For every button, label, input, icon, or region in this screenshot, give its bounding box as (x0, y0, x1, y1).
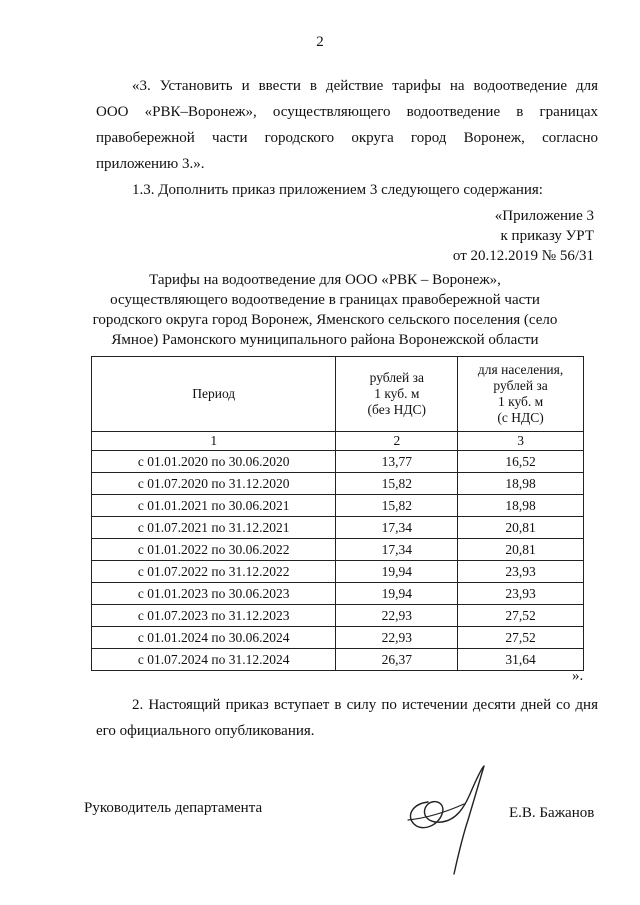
table-row (92, 495, 584, 517)
period-cell: с 01.07.2024 по 31.12.2024 (92, 649, 336, 671)
tariff-with-vat-cell: 27,52 (458, 627, 584, 649)
column-number: 2 (336, 432, 458, 451)
period-cell: с 01.01.2020 по 30.06.2020 (92, 451, 336, 473)
header-with-vat-line-2: рублей за (493, 378, 548, 393)
table-row (92, 451, 584, 473)
header-with-vat-line-4: (с НДС) (497, 410, 544, 425)
period-cell: с 01.01.2024 по 30.06.2024 (92, 627, 336, 649)
tariff-without-vat-cell: 19,94 (336, 583, 458, 605)
period-cell: с 01.07.2022 по 31.12.2022 (92, 561, 336, 583)
table-row (92, 605, 584, 627)
tariff-with-vat-cell: 31,64 (458, 649, 584, 671)
column-number-row (92, 432, 584, 451)
item-2 (96, 692, 598, 744)
table-row (92, 517, 584, 539)
header-without-vat (336, 357, 458, 432)
tariff-with-vat-cell: 18,98 (458, 473, 584, 495)
period-cell: с 01.07.2021 по 31.12.2021 (92, 517, 336, 539)
table-title (80, 270, 570, 350)
closing-quote: ». (572, 668, 584, 684)
tariff-without-vat-cell: 17,34 (336, 517, 458, 539)
tariff-with-vat-cell: 27,52 (458, 605, 584, 627)
page-number: 2 (316, 34, 324, 50)
tariff-without-vat-cell: 22,93 (336, 605, 458, 627)
table-title-line-2: осуществляющего водоотведение в границах правобережной части (110, 292, 540, 308)
table-title-line-3: городского округа город Воронеж, Яменского сельского поселения (село (92, 312, 558, 328)
table-row (92, 649, 584, 671)
tariff-with-vat-cell: 20,81 (458, 539, 584, 561)
intro-line-3: правобережной части городского округа город Воронеж, согласно (96, 130, 598, 146)
appendix-line-2: к приказу УРТ (500, 228, 594, 244)
period-cell: с 01.01.2021 по 30.06.2021 (92, 495, 336, 517)
header-without-vat-line-1: рублей за (369, 370, 424, 385)
column-number: 1 (92, 432, 336, 451)
tariff-with-vat-cell: 18,98 (458, 495, 584, 517)
tariff-without-vat-cell: 13,77 (336, 451, 458, 473)
intro-paragraph (96, 73, 598, 177)
intro-line-2: ООО «РВК–Воронеж», осуществляющего водоотведение в границах (96, 104, 598, 120)
signatory-position: Руководитель департамента (84, 800, 263, 816)
period-cell: с 01.07.2020 по 31.12.2020 (92, 473, 336, 495)
tariff-without-vat-cell: 15,82 (336, 473, 458, 495)
period-cell: с 01.01.2022 по 30.06.2022 (92, 539, 336, 561)
table-row (92, 473, 584, 495)
tariff-without-vat-cell: 19,94 (336, 561, 458, 583)
table-row (92, 627, 584, 649)
header-without-vat-line-3: (без НДС) (367, 402, 427, 417)
table-row (92, 539, 584, 561)
appendix-line-3: от 20.12.2019 № 56/31 (452, 248, 594, 264)
tariffs-table (91, 356, 584, 671)
signatory-name: Е.В. Бажанов (509, 805, 595, 821)
item-1-3: 1.3. Дополнить приказ приложением 3 следующего содержания: (132, 182, 543, 198)
table-title-line-4: Ямное) Рамонского муниципального района Воронежской области (111, 332, 539, 348)
header-with-vat-line-1: для населения, (477, 362, 564, 377)
tariff-with-vat-cell: 16,52 (458, 451, 584, 473)
table-title-line-1: Тарифы на водоотведение для ООО «РВК – Воронеж», (149, 272, 501, 288)
tariff-without-vat-cell: 22,93 (336, 627, 458, 649)
tariff-without-vat-cell: 17,34 (336, 539, 458, 561)
table-row (92, 583, 584, 605)
appendix-line-1: «Приложение 3 (494, 208, 594, 224)
tariff-with-vat-cell: 20,81 (458, 517, 584, 539)
handwritten-signature (398, 760, 508, 880)
table-row (92, 561, 584, 583)
header-with-vat-line-3: 1 куб. м (497, 394, 544, 409)
table-header-row (92, 357, 584, 432)
period-cell: с 01.07.2023 по 31.12.2023 (92, 605, 336, 627)
period-cell: с 01.01.2023 по 30.06.2023 (92, 583, 336, 605)
tariff-without-vat-cell: 15,82 (336, 495, 458, 517)
tariff-with-vat-cell: 23,93 (458, 583, 584, 605)
intro-line-4: приложению 3.». (96, 156, 205, 172)
tariff-without-vat-cell: 26,37 (336, 649, 458, 671)
item-2-line-2: его официального опубликования. (96, 723, 315, 739)
appendix-header (453, 206, 594, 266)
header-without-vat-line-2: 1 куб. м (374, 386, 420, 401)
header-period: Период (92, 357, 336, 432)
header-with-vat (458, 357, 584, 432)
column-number: 3 (458, 432, 584, 451)
item-2-line-1: 2. Настоящий приказ вступает в силу по истечении десяти дней со дня (132, 697, 598, 713)
tariff-with-vat-cell: 23,93 (458, 561, 584, 583)
intro-line-1: «3. Установить и ввести в действие тарифы на водоотведение для (132, 78, 598, 94)
